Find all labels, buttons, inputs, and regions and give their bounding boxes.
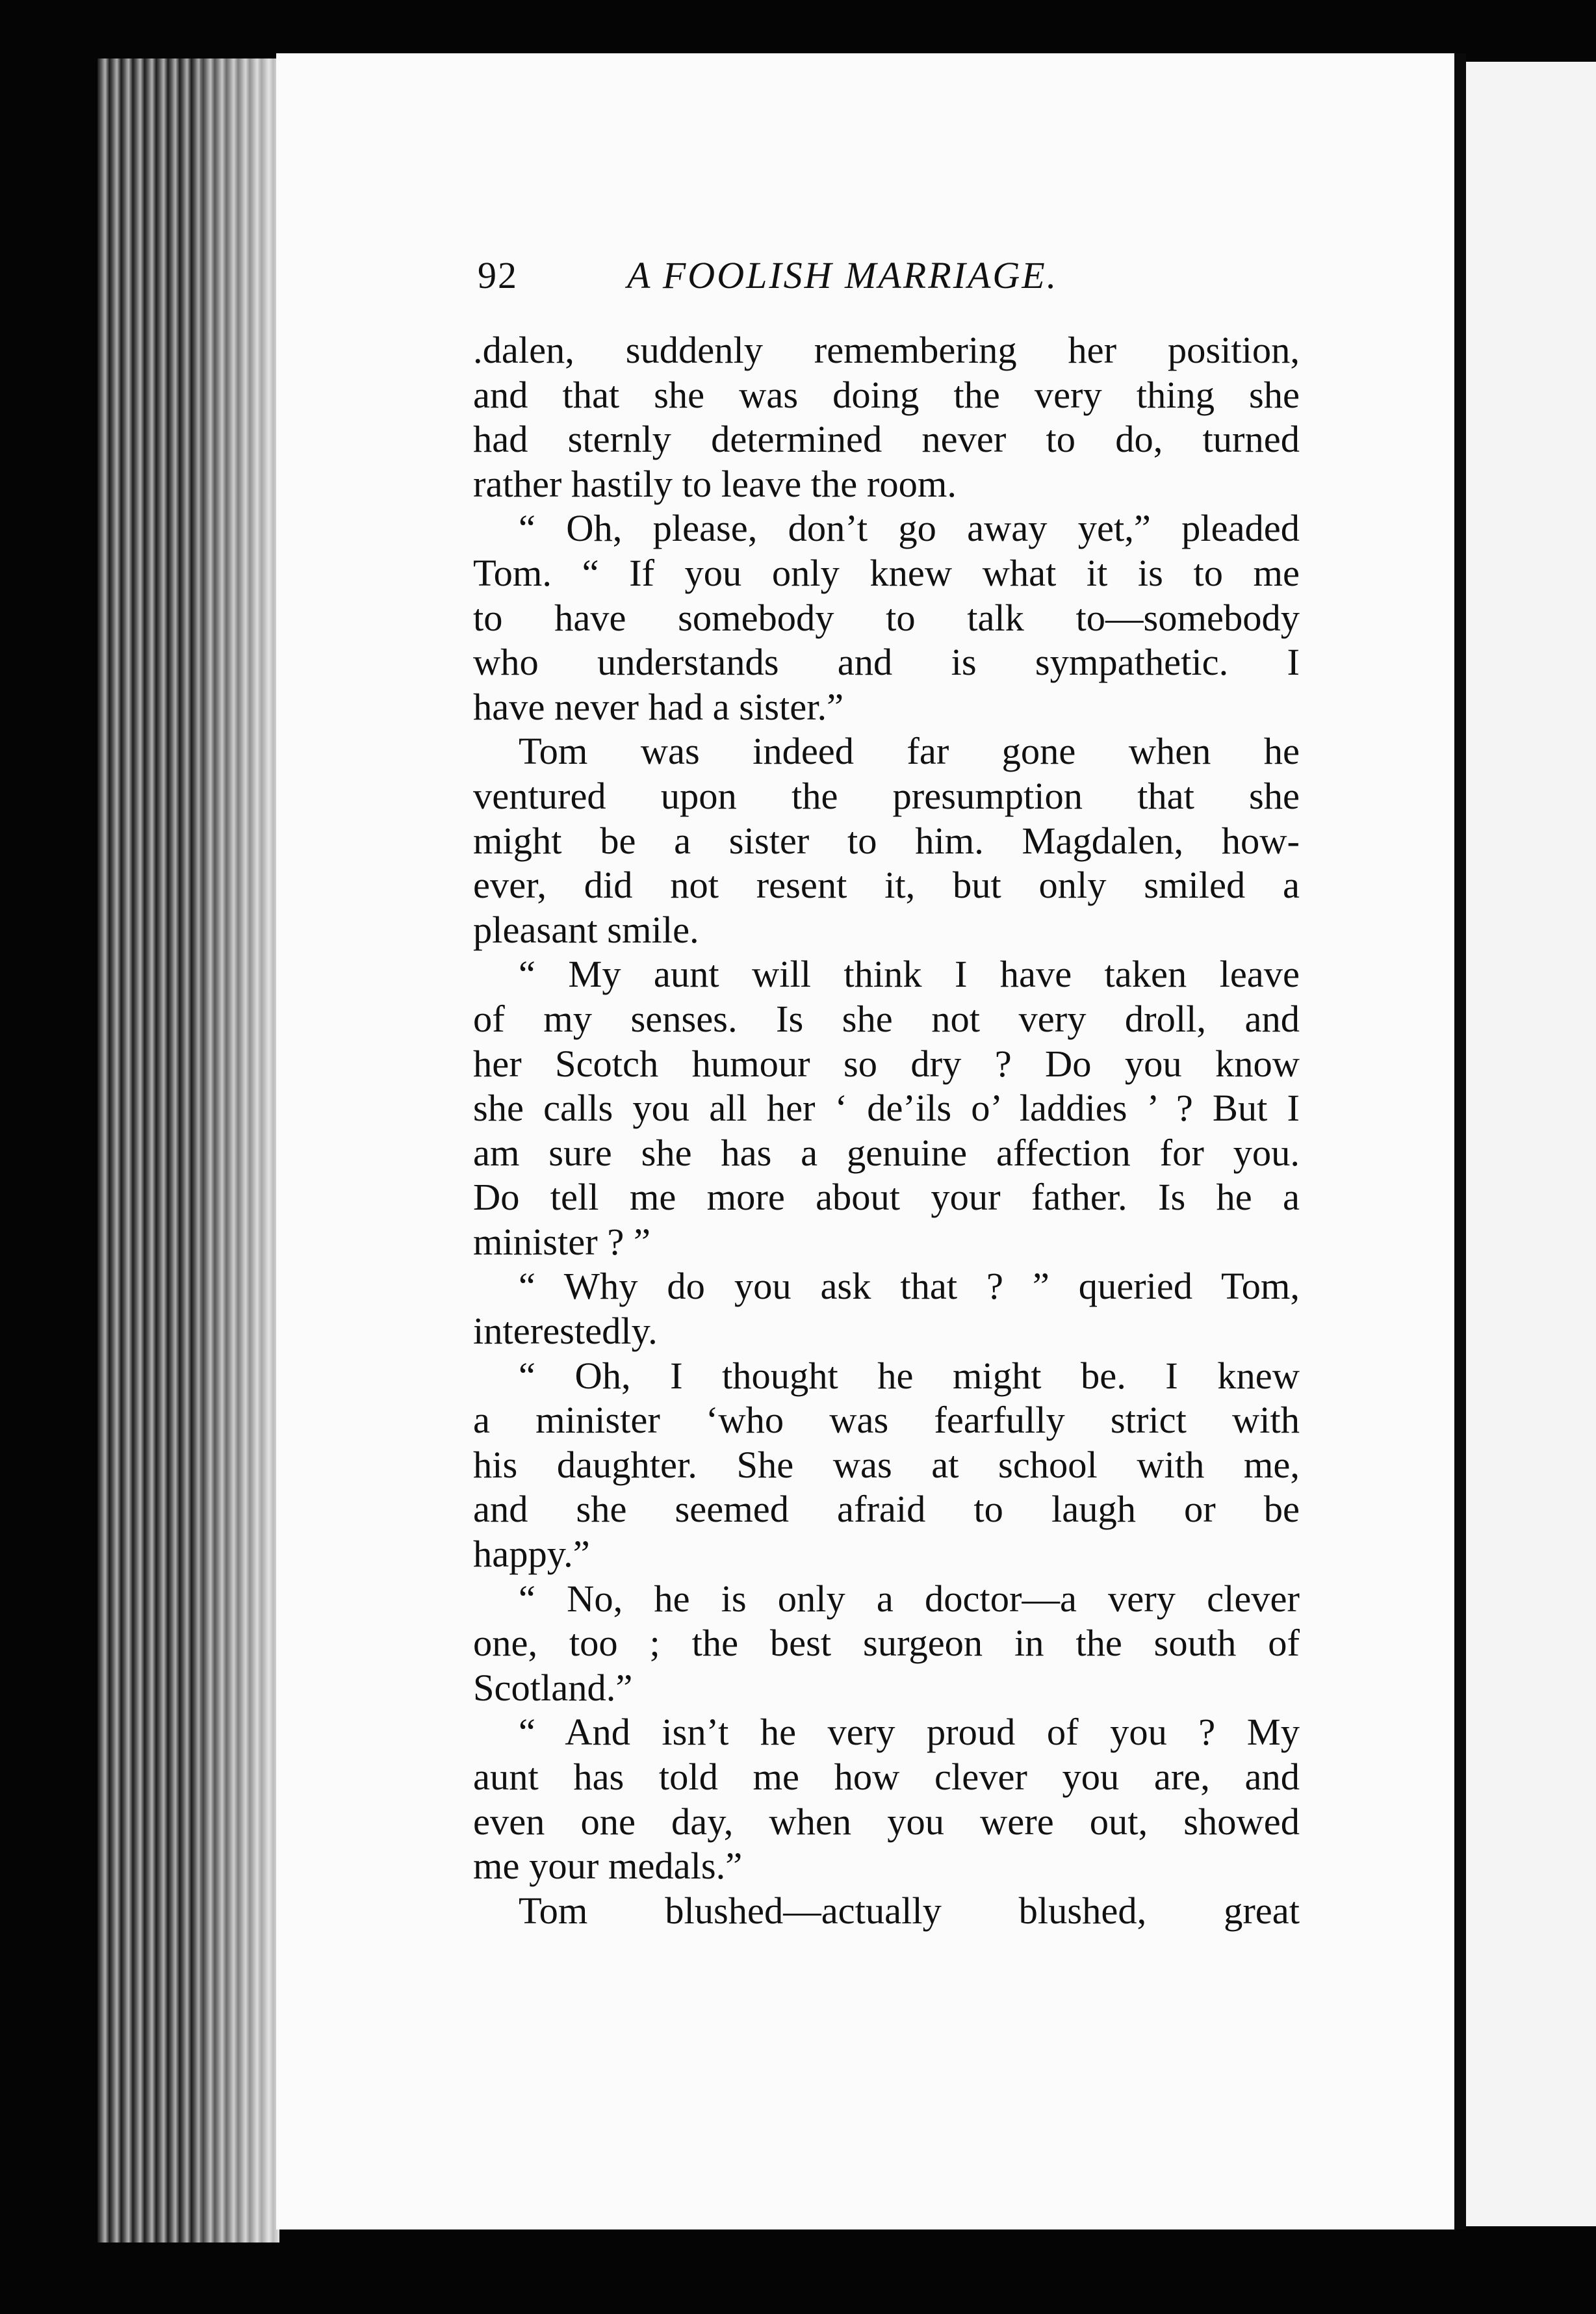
text-line: Tom was indeed far gone when he (519, 730, 1300, 773)
text-line: her Scotch humour so dry ? Do you know (473, 1042, 1300, 1085)
text-line: and that she was doing the very thing she (473, 373, 1300, 416)
text-line: Tom. “ If you only knew what it is to me (473, 551, 1300, 594)
text-line: pleasant smile. (473, 908, 699, 951)
page-number: 92 (478, 254, 518, 296)
running-title: A FOOLISH MARRIAGE. (627, 254, 1059, 296)
text-line: his daughter. She was at school with me, (473, 1443, 1300, 1486)
text-line: “ No, he is only a doctor—a very clever (519, 1577, 1300, 1620)
text-line: who understands and is sympathetic. I (473, 641, 1300, 684)
text-line: Tom blushed—actually blushed, great (519, 1889, 1300, 1932)
text-line: “ My aunt will think I have taken leave (519, 953, 1300, 996)
text-line: “ Why do you ask that ? ” queried Tom, (519, 1265, 1300, 1308)
text-line: of my senses. Is she not very droll, and (473, 997, 1300, 1040)
text-line: happy.” (473, 1533, 590, 1576)
text-line: she calls you all her ‘ de’ils o’ laddies ’ ? But I (473, 1087, 1300, 1130)
text-line: have never had a sister.” (473, 685, 844, 728)
text-line: “ Oh, I thought he might be. I knew (519, 1354, 1300, 1397)
text-line: me your medals.” (473, 1845, 743, 1888)
text-line: “ And isn’t he very proud of you ? My (519, 1711, 1300, 1754)
text-line: one, too ; the best surgeon in the south of (473, 1622, 1300, 1665)
text-line: .dalen, suddenly remembering her position, (473, 329, 1300, 371)
text-line: rather hastily to leave the room. (473, 462, 957, 505)
text-line: might be a sister to him. Magdalen, how- (473, 819, 1300, 862)
book-gutter (1454, 53, 1466, 2230)
text-line: ventured upon the presumption that she (473, 774, 1300, 817)
text-line: ever, did not resent it, but only smiled a (473, 864, 1300, 907)
text-line: and she seemed afraid to laugh or be (473, 1488, 1300, 1531)
text-line: had sternly determined never to do, turned (473, 418, 1300, 461)
text-line: am sure she has a genuine affection for you. (473, 1131, 1300, 1174)
body-text (473, 328, 1300, 1933)
text-line: minister ? ” (473, 1220, 650, 1263)
page-edges (97, 58, 279, 2242)
text-line: interestedly. (473, 1310, 658, 1353)
text-line: to have somebody to talk to—somebody (473, 596, 1300, 639)
text-line: a minister ‘who was fearfully strict with (473, 1399, 1300, 1442)
text-line: even one day, when you were out, showed (473, 1800, 1300, 1843)
facing-page-edge (1466, 62, 1596, 2226)
running-header (478, 254, 1153, 306)
text-line: “ Oh, please, don’t go away yet,” pleaded (519, 507, 1300, 550)
text-line: Scotland.” (473, 1666, 633, 1709)
text-line: Do tell me more about your father. Is he a (473, 1176, 1300, 1219)
text-line: aunt has told me how clever you are, and (473, 1756, 1300, 1798)
